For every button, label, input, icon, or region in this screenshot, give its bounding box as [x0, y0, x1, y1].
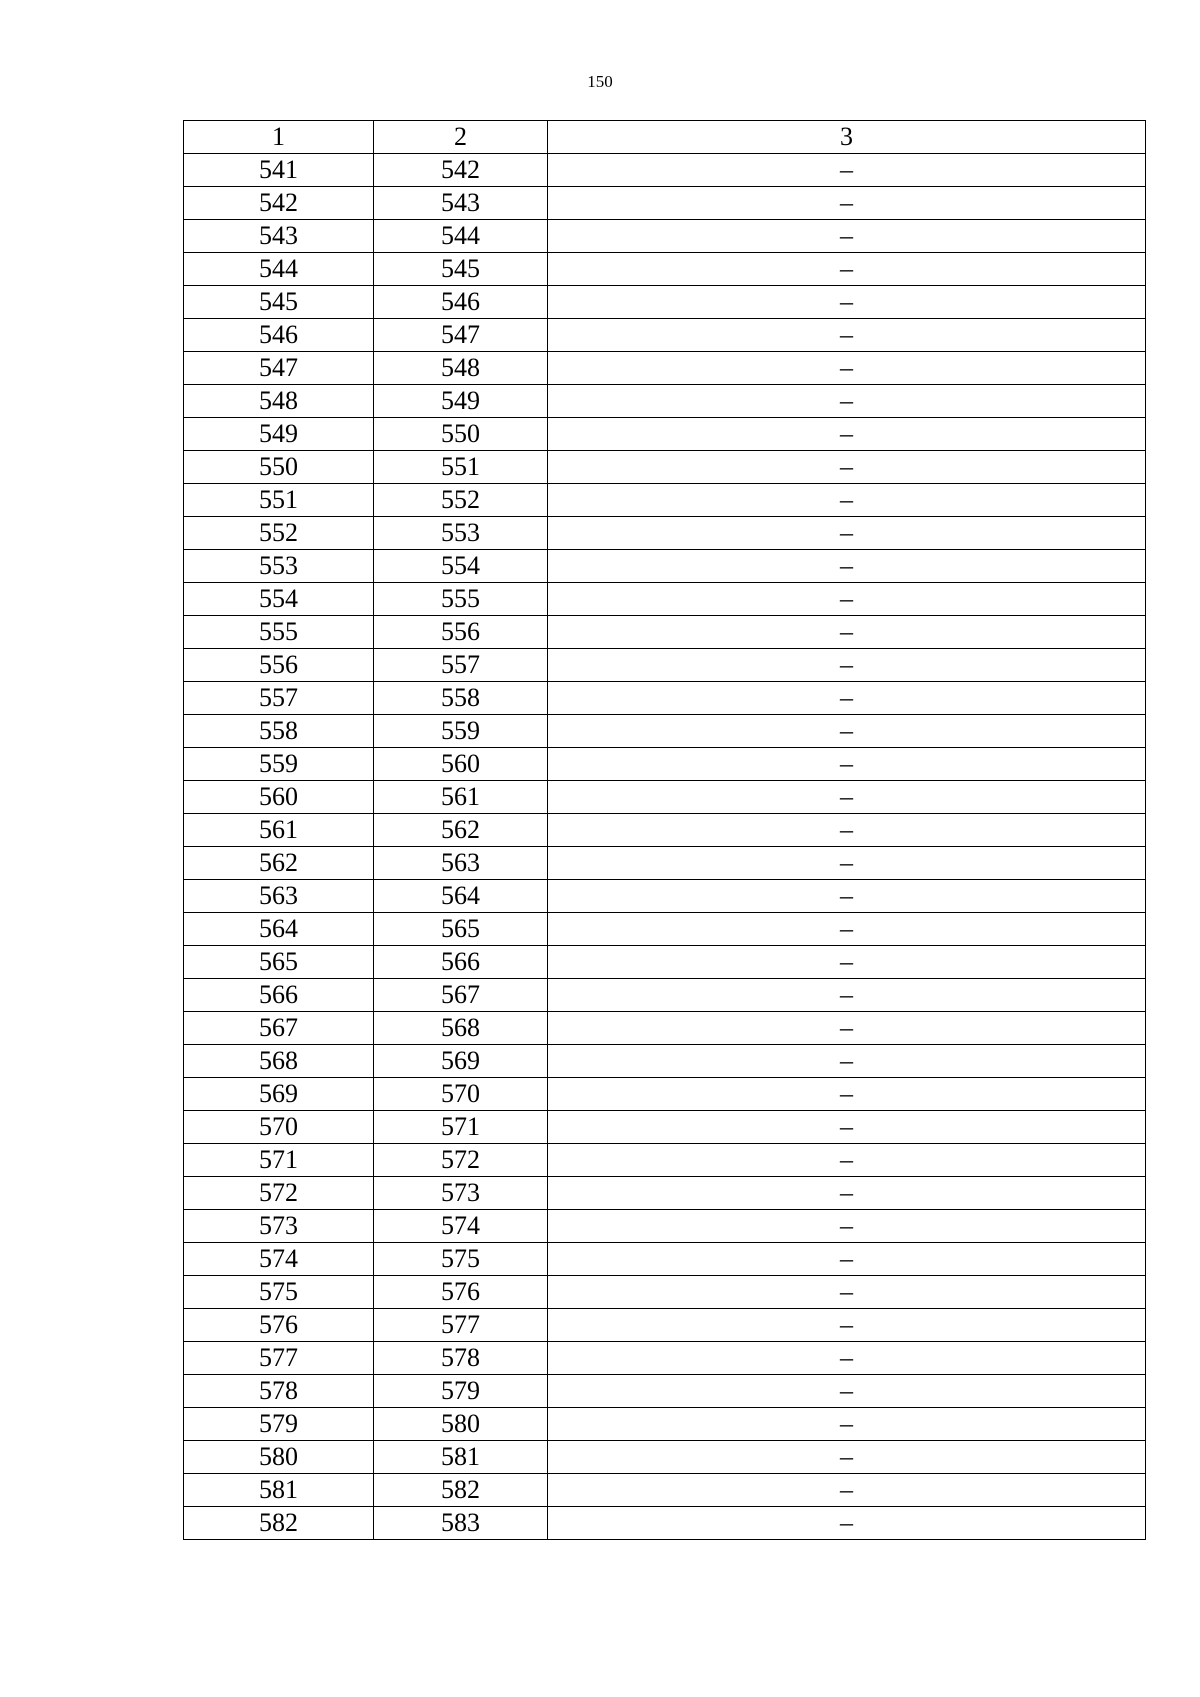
table-cell-col-2: 573: [374, 1177, 548, 1210]
table-cell-col-3: –: [548, 682, 1146, 715]
table-row: [184, 880, 1146, 913]
table-body: [184, 121, 1146, 1540]
table-row: [184, 1342, 1146, 1375]
table-cell-col-1: 555: [184, 616, 374, 649]
table-cell-col-2: 549: [374, 385, 548, 418]
table-cell-col-3: –: [548, 550, 1146, 583]
table-cell-col-2: 581: [374, 1441, 548, 1474]
table-cell-col-1: 563: [184, 880, 374, 913]
table-cell-col-3: –: [548, 847, 1146, 880]
table-cell-col-1: 564: [184, 913, 374, 946]
table-cell-col-1: 574: [184, 1243, 374, 1276]
table-cell-col-3: –: [548, 1507, 1146, 1540]
table-cell-col-1: 575: [184, 1276, 374, 1309]
table-cell-col-1: 565: [184, 946, 374, 979]
table-header-row: [184, 121, 1146, 154]
table-row: [184, 418, 1146, 451]
table-cell-col-2: 576: [374, 1276, 548, 1309]
table-cell-col-1: 573: [184, 1210, 374, 1243]
table-cell-col-2: 577: [374, 1309, 548, 1342]
table-cell-col-1: 550: [184, 451, 374, 484]
table-cell-col-3: –: [548, 946, 1146, 979]
table-cell-col-2: 544: [374, 220, 548, 253]
table-cell-col-3: –: [548, 286, 1146, 319]
table-cell-col-3: –: [548, 880, 1146, 913]
table-cell-col-3: –: [548, 451, 1146, 484]
table-cell-col-1: 551: [184, 484, 374, 517]
table-cell-col-1: 559: [184, 748, 374, 781]
table-cell-col-3: –: [548, 1441, 1146, 1474]
table-cell-col-2: 554: [374, 550, 548, 583]
table-row: [184, 847, 1146, 880]
table-cell-col-2: 563: [374, 847, 548, 880]
header-cell-col-2: 2: [374, 121, 548, 154]
table-cell-col-1: 582: [184, 1507, 374, 1540]
table-row: [184, 187, 1146, 220]
table-row: [184, 1243, 1146, 1276]
table-row: [184, 1375, 1146, 1408]
table-row: [184, 649, 1146, 682]
table-cell-col-1: 545: [184, 286, 374, 319]
table-cell-col-1: 556: [184, 649, 374, 682]
table-cell-col-2: 565: [374, 913, 548, 946]
header-cell-col-1: 1: [184, 121, 374, 154]
table-cell-col-2: 562: [374, 814, 548, 847]
table-cell-col-3: –: [548, 418, 1146, 451]
table-cell-col-3: –: [548, 1210, 1146, 1243]
data-table: [183, 120, 1146, 1540]
table-cell-col-1: 576: [184, 1309, 374, 1342]
table-cell-col-2: 556: [374, 616, 548, 649]
table-cell-col-3: –: [548, 979, 1146, 1012]
table-cell-col-3: –: [548, 1276, 1146, 1309]
table-cell-col-2: 564: [374, 880, 548, 913]
table-cell-col-3: –: [548, 1474, 1146, 1507]
table-cell-col-2: 571: [374, 1111, 548, 1144]
table-row: [184, 1111, 1146, 1144]
table-row: [184, 715, 1146, 748]
table-cell-col-1: 558: [184, 715, 374, 748]
table-row: [184, 946, 1146, 979]
table-cell-col-3: –: [548, 1177, 1146, 1210]
table-row: [184, 1144, 1146, 1177]
table-cell-col-2: 579: [374, 1375, 548, 1408]
table-cell-col-3: –: [548, 253, 1146, 286]
table-cell-col-2: 547: [374, 319, 548, 352]
table-cell-col-2: 552: [374, 484, 548, 517]
table-cell-col-1: 579: [184, 1408, 374, 1441]
table-cell-col-2: 557: [374, 649, 548, 682]
table-row: [184, 451, 1146, 484]
table-cell-col-2: 543: [374, 187, 548, 220]
table-cell-col-3: –: [548, 616, 1146, 649]
table-cell-col-2: 546: [374, 286, 548, 319]
table-cell-col-2: 550: [374, 418, 548, 451]
table-cell-col-1: 554: [184, 583, 374, 616]
table-row: [184, 1012, 1146, 1045]
table-cell-col-3: –: [548, 1111, 1146, 1144]
table-cell-col-1: 544: [184, 253, 374, 286]
table-row: [184, 913, 1146, 946]
table-cell-col-3: –: [548, 220, 1146, 253]
table-cell-col-3: –: [548, 781, 1146, 814]
table-cell-col-1: 567: [184, 1012, 374, 1045]
table-cell-col-3: –: [548, 319, 1146, 352]
table-cell-col-2: 551: [374, 451, 548, 484]
table-cell-col-1: 581: [184, 1474, 374, 1507]
table-cell-col-3: –: [548, 1342, 1146, 1375]
table-cell-col-3: –: [548, 352, 1146, 385]
table-cell-col-3: –: [548, 1144, 1146, 1177]
table-row: [184, 1507, 1146, 1540]
table-cell-col-1: 552: [184, 517, 374, 550]
table-row: [184, 319, 1146, 352]
table-cell-col-1: 560: [184, 781, 374, 814]
table-cell-col-3: –: [548, 748, 1146, 781]
table-cell-col-3: –: [548, 814, 1146, 847]
table-cell-col-2: 572: [374, 1144, 548, 1177]
table-row: [184, 1177, 1146, 1210]
table-cell-col-1: 578: [184, 1375, 374, 1408]
table-cell-col-3: –: [548, 1078, 1146, 1111]
table-cell-col-2: 548: [374, 352, 548, 385]
table-row: [184, 1045, 1146, 1078]
table-cell-col-3: –: [548, 1012, 1146, 1045]
table-cell-col-1: 568: [184, 1045, 374, 1078]
table-cell-col-3: –: [548, 913, 1146, 946]
table-cell-col-2: 580: [374, 1408, 548, 1441]
table-cell-col-1: 542: [184, 187, 374, 220]
table-cell-col-1: 543: [184, 220, 374, 253]
table-row: [184, 517, 1146, 550]
table-row: [184, 253, 1146, 286]
table-row: [184, 748, 1146, 781]
table-row: [184, 1474, 1146, 1507]
table-row: [184, 616, 1146, 649]
table-row: [184, 154, 1146, 187]
table-cell-col-1: 553: [184, 550, 374, 583]
table-cell-col-3: –: [548, 385, 1146, 418]
table-row: [184, 1210, 1146, 1243]
table-cell-col-2: 570: [374, 1078, 548, 1111]
table-cell-col-2: 566: [374, 946, 548, 979]
table-cell-col-3: –: [548, 583, 1146, 616]
table-cell-col-1: 548: [184, 385, 374, 418]
table-cell-col-1: 547: [184, 352, 374, 385]
table-cell-col-1: 541: [184, 154, 374, 187]
table-row: [184, 979, 1146, 1012]
table-cell-col-2: 561: [374, 781, 548, 814]
table-cell-col-2: 559: [374, 715, 548, 748]
table-cell-col-1: 561: [184, 814, 374, 847]
table-cell-col-1: 562: [184, 847, 374, 880]
table-cell-col-1: 549: [184, 418, 374, 451]
table-cell-col-2: 560: [374, 748, 548, 781]
table-cell-col-3: –: [548, 1375, 1146, 1408]
table-cell-col-2: 583: [374, 1507, 548, 1540]
table-row: [184, 814, 1146, 847]
table-row: [184, 286, 1146, 319]
table-cell-col-1: 572: [184, 1177, 374, 1210]
table-cell-col-3: –: [548, 1408, 1146, 1441]
table-row: [184, 583, 1146, 616]
table-cell-col-2: 567: [374, 979, 548, 1012]
table-row: [184, 1078, 1146, 1111]
table-cell-col-1: 570: [184, 1111, 374, 1144]
table-cell-col-3: –: [548, 1309, 1146, 1342]
table-cell-col-1: 577: [184, 1342, 374, 1375]
table-cell-col-1: 557: [184, 682, 374, 715]
table-row: [184, 781, 1146, 814]
table-cell-col-3: –: [548, 517, 1146, 550]
table-row: [184, 550, 1146, 583]
table-cell-col-3: –: [548, 1243, 1146, 1276]
table-cell-col-2: 545: [374, 253, 548, 286]
table-cell-col-1: 546: [184, 319, 374, 352]
table-row: [184, 220, 1146, 253]
table-cell-col-2: 553: [374, 517, 548, 550]
table-cell-col-1: 566: [184, 979, 374, 1012]
table-cell-col-2: 578: [374, 1342, 548, 1375]
table-row: [184, 1441, 1146, 1474]
table-cell-col-2: 558: [374, 682, 548, 715]
table-cell-col-2: 575: [374, 1243, 548, 1276]
table-cell-col-2: 574: [374, 1210, 548, 1243]
table-cell-col-3: –: [548, 649, 1146, 682]
table-cell-col-2: 555: [374, 583, 548, 616]
table-row: [184, 1309, 1146, 1342]
table-row: [184, 352, 1146, 385]
table-row: [184, 484, 1146, 517]
page-number: 150: [587, 72, 613, 91]
table-cell-col-1: 580: [184, 1441, 374, 1474]
table-cell-col-3: –: [548, 715, 1146, 748]
table-row: [184, 682, 1146, 715]
table-cell-col-1: 571: [184, 1144, 374, 1177]
table-row: [184, 1408, 1146, 1441]
table-cell-col-3: –: [548, 154, 1146, 187]
header-cell-col-3: 3: [548, 121, 1146, 154]
table-cell-col-2: 568: [374, 1012, 548, 1045]
table-row: [184, 385, 1146, 418]
table-cell-col-1: 569: [184, 1078, 374, 1111]
table-cell-col-2: 582: [374, 1474, 548, 1507]
table-cell-col-3: –: [548, 484, 1146, 517]
table-cell-col-3: –: [548, 1045, 1146, 1078]
table-row: [184, 1276, 1146, 1309]
table-cell-col-3: –: [548, 187, 1146, 220]
table-cell-col-2: 569: [374, 1045, 548, 1078]
table-cell-col-2: 542: [374, 154, 548, 187]
